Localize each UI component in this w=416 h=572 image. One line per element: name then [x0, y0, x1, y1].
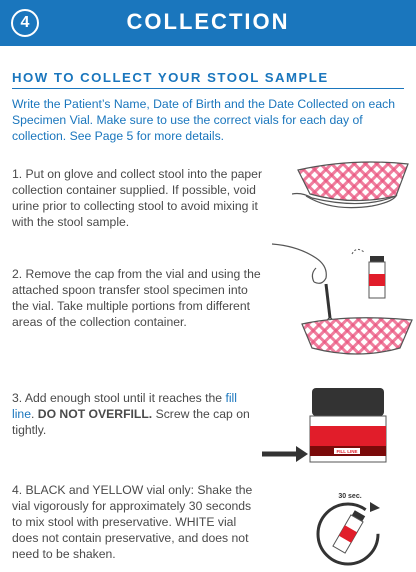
section-title: HOW TO COLLECT YOUR STOOL SAMPLE	[12, 70, 404, 89]
fill-line-term: fill line	[12, 391, 237, 421]
intro-text: Write the Patient’s Name, Date of Birth and the Date Collected on each Specimen Vial. Make sure to use the correct vials for each day of collection. See Page 5 for more details.	[12, 97, 395, 143]
step-4-text: 4. BLACK and YELLOW vial only: Shake the vial vigorously for approximately 30 seconds to mix stool with preservative. WHITE vial does not contain preservative, and does not need to be shaken.	[12, 483, 253, 561]
shake-timer-label: 30 sec.	[338, 493, 362, 500]
do-not-overfill-warning: DO NOT OVERFILL.	[37, 407, 153, 421]
step-2-text: 2. Remove the cap from the vial and using the attached spoon transfer stool specimen into the vial. Take multiple portions from different areas of the collection container.	[12, 267, 261, 329]
arrow-right-icon	[296, 446, 308, 462]
shake-vial-illustration	[300, 484, 404, 570]
step-number-badge: 4	[11, 9, 39, 37]
rotate-arrow-icon	[370, 502, 380, 512]
vial-fill-line-illustration	[256, 384, 410, 468]
fill-line-label: FILL LINE	[336, 449, 358, 454]
step-3-text: 3. Add enough stool until it reaches the fill line. DO NOT OVERFILL. Screw the cap on tightly.	[12, 391, 250, 437]
section-header	[0, 0, 416, 46]
collection-container-hand-illustration	[292, 156, 414, 212]
step-1-text: 1. Put on glove and collect stool into the paper collection container supplied. If possible, void urine prior to collecting stool to avoid mixing it with the stool sample.	[12, 167, 263, 229]
spoon-transfer-illustration	[268, 238, 414, 362]
page-title: COLLECTION	[126, 9, 290, 34]
